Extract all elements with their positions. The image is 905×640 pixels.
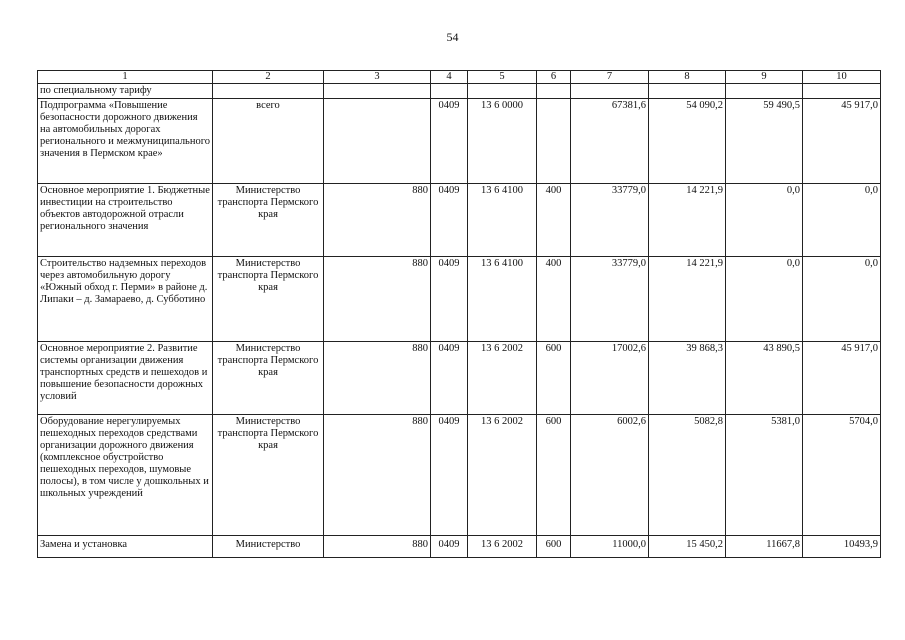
row-name-cell: по специальному тарифу [38,84,213,99]
value-cell-7: 17002,6 [571,342,649,415]
value-cell-7: 33779,0 [571,184,649,257]
table-row [38,99,881,184]
column-header: 1 [38,71,213,84]
grbs-cell [324,99,431,184]
executor-cell: Министерство транспорта Пермского края [213,184,324,257]
value-cell-8: 5082,8 [649,415,726,536]
table-row [38,184,881,257]
table-row [38,415,881,536]
executor-cell: всего [213,99,324,184]
vr-cell: 400 [537,184,571,257]
value-cell-8: 14 221,9 [649,257,726,342]
column-header: 9 [726,71,803,84]
grbs-cell: 880 [324,184,431,257]
value-cell-8: 15 450,2 [649,536,726,558]
csr-cell: 13 6 2002 [468,342,537,415]
budget-table [37,70,881,558]
row-name-cell: Оборудование нерегулируемых пешеходных переходов средствами организации дорожного движения (комплексное обустройство пешеходных переходов, шумовые полосы), в том числе у дошкольных и школьных учреждений [38,415,213,536]
vr-cell: 400 [537,257,571,342]
value-cell-10: 0,0 [803,257,881,342]
rzpr-cell: 0409 [431,415,468,536]
vr-cell: 600 [537,342,571,415]
row-name-cell: Основное мероприятие 2. Развитие системы организации движения транспортных средств и пешеходов и повышение безопасности дорожных условий [38,342,213,415]
value-cell-9: 0,0 [726,257,803,342]
vr-cell [537,84,571,99]
value-cell-9 [726,84,803,99]
rzpr-cell: 0409 [431,257,468,342]
row-name-cell: Подпрограмма «Повышение безопасности дорожного движения на автомобильных дорогах регионального и межмуниципального значения в Пермском крае» [38,99,213,184]
value-cell-9: 59 490,5 [726,99,803,184]
csr-cell: 13 6 2002 [468,536,537,558]
executor-cell: Министерство транспорта Пермского края [213,415,324,536]
page-number: 54 [446,30,459,44]
csr-cell: 13 6 2002 [468,415,537,536]
value-cell-8: 54 090,2 [649,99,726,184]
vr-cell: 600 [537,536,571,558]
rzpr-cell: 0409 [431,184,468,257]
value-cell-10: 10493,9 [803,536,881,558]
column-header: 8 [649,71,726,84]
vr-cell [537,99,571,184]
row-name-cell: Основное мероприятие 1. Бюджетные инвестиции на строительство объектов автодорожной отрасли регионального значения [38,184,213,257]
value-cell-10: 45 917,0 [803,342,881,415]
column-header: 4 [431,71,468,84]
header-row [38,71,881,84]
table-row [38,257,881,342]
csr-cell [468,84,537,99]
value-cell-8 [649,84,726,99]
value-cell-7: 11000,0 [571,536,649,558]
grbs-cell: 880 [324,257,431,342]
column-header: 6 [537,71,571,84]
column-header: 7 [571,71,649,84]
value-cell-10: 5704,0 [803,415,881,536]
executor-cell: Министерство [213,536,324,558]
table-row [38,536,881,558]
value-cell-9: 43 890,5 [726,342,803,415]
column-header: 3 [324,71,431,84]
value-cell-9: 0,0 [726,184,803,257]
csr-cell: 13 6 4100 [468,184,537,257]
rzpr-cell: 0409 [431,536,468,558]
row-name-cell: Замена и установка [38,536,213,558]
value-cell-10: 0,0 [803,184,881,257]
grbs-cell: 880 [324,536,431,558]
rzpr-cell: 0409 [431,99,468,184]
column-header: 5 [468,71,537,84]
grbs-cell: 880 [324,415,431,536]
column-header: 2 [213,71,324,84]
value-cell-7 [571,84,649,99]
rzpr-cell: 0409 [431,342,468,415]
executor-cell: Министерство транспорта Пермского края [213,257,324,342]
column-header: 10 [803,71,881,84]
csr-cell: 13 6 0000 [468,99,537,184]
value-cell-8: 14 221,9 [649,184,726,257]
value-cell-9: 5381,0 [726,415,803,536]
value-cell-7: 33779,0 [571,257,649,342]
row-name-cell: Строительство надземных переходов через автомобильную дорогу «Южный обход г. Перми» в районе д. Липаки – д. Замараево, д. Субботино [38,257,213,342]
value-cell-8: 39 868,3 [649,342,726,415]
grbs-cell: 880 [324,342,431,415]
value-cell-7: 67381,6 [571,99,649,184]
csr-cell: 13 6 4100 [468,257,537,342]
value-cell-10: 45 917,0 [803,99,881,184]
value-cell-9: 11667,8 [726,536,803,558]
rzpr-cell [431,84,468,99]
executor-cell: Министерство транспорта Пермского края [213,342,324,415]
value-cell-7: 6002,6 [571,415,649,536]
grbs-cell [324,84,431,99]
value-cell-10 [803,84,881,99]
table-row [38,84,881,99]
table-row [38,342,881,415]
vr-cell: 600 [537,415,571,536]
executor-cell [213,84,324,99]
